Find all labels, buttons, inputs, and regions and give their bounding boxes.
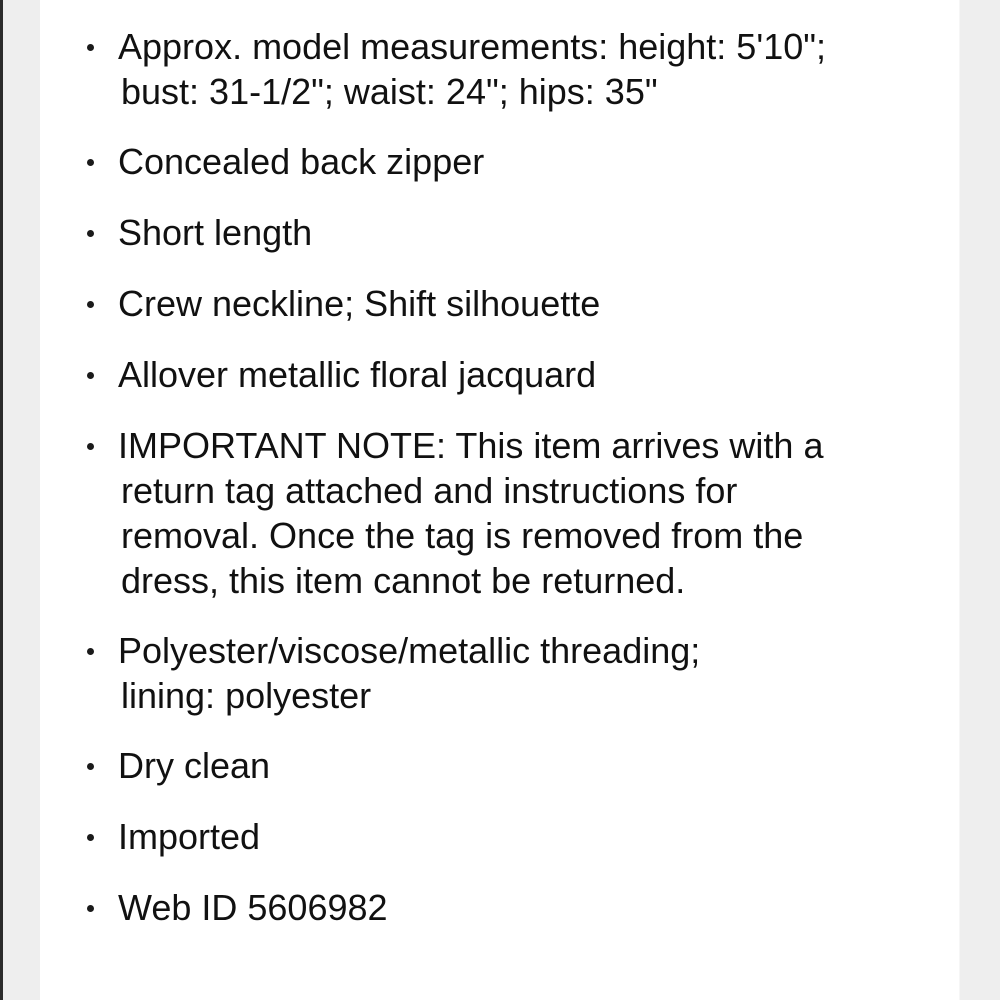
- bullet-icon: [87, 834, 94, 841]
- bullet-icon: [87, 44, 94, 51]
- panel-right-edge: [959, 0, 960, 1000]
- list-item-text: Polyester/viscose/metallic threading;: [118, 630, 701, 671]
- list-item-text: Crew neckline; Shift silhouette: [118, 283, 601, 324]
- list-item-text: lining: polyester: [121, 675, 372, 716]
- list-item-text: return tag attached and instructions for: [121, 470, 738, 511]
- list-item-text: IMPORTANT NOTE: This item arrives with a: [118, 425, 824, 466]
- list-item-text: dress, this item cannot be returned.: [121, 560, 686, 601]
- bullet-icon: [87, 648, 94, 655]
- bullet-icon: [87, 159, 94, 166]
- left-edge-divider: [0, 0, 3, 1000]
- product-details-panel[interactable]: [40, 0, 960, 1000]
- bullet-icon: [87, 763, 94, 770]
- list-item-text: bust: 31-1/2"; waist: 24"; hips: 35": [121, 71, 658, 112]
- list-item-text: Imported: [118, 816, 261, 857]
- list-item-text: Approx. model measurements: height: 5'10";: [118, 26, 827, 67]
- list-item-text: Dry clean: [118, 745, 271, 786]
- bullet-icon: [87, 905, 94, 912]
- bullet-icon: [87, 301, 94, 308]
- list-item-text: removal. Once the tag is removed from the: [121, 515, 804, 556]
- list-item-text: Allover metallic floral jacquard: [118, 354, 597, 395]
- bullet-icon: [87, 443, 94, 450]
- list-item-text: Short length: [118, 212, 313, 253]
- bullet-icon: [87, 372, 94, 379]
- bullet-icon: [87, 230, 94, 237]
- list-item-text: Web ID 5606982: [118, 887, 388, 928]
- list-item-text: Concealed back zipper: [118, 141, 485, 182]
